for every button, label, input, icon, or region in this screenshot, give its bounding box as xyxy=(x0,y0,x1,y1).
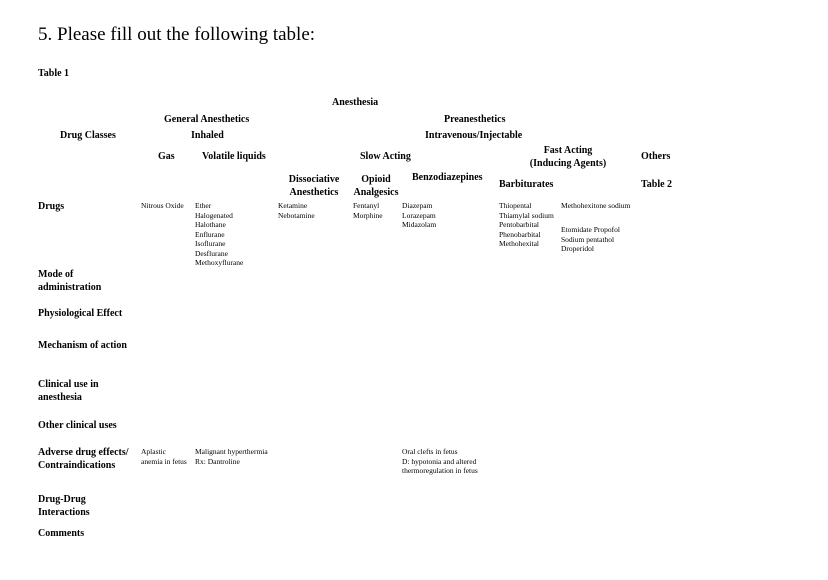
cell-drugs-opioid: Fentanyl Morphine xyxy=(353,201,383,220)
header-dissociative-anesthetics: Dissociative Anesthetics xyxy=(288,174,340,198)
cell-drugs-fast-acting-1: Methohexitone sodium xyxy=(561,201,631,210)
page-heading: 5. Please fill out the following table: xyxy=(38,24,316,45)
header-barbiturates: Barbiturates xyxy=(499,179,554,190)
header-general-anesthetics: General Anesthetics xyxy=(164,114,250,125)
cell-drugs-volatile: Ether Halogenated Halothane Enflurane Isoflurane Desflurane Methoxyflurane xyxy=(195,201,244,267)
row-label-drugs: Drugs xyxy=(38,201,65,212)
table-label: Table 1 xyxy=(38,68,70,79)
row-label-interactions: Drug-Drug Interactions xyxy=(38,494,90,518)
header-intravenous: Intravenous/Injectable xyxy=(425,130,523,141)
cell-adverse-benzodiazepines: Oral clefts in fetus D: hypotonia and altered thermoregulation in fetus xyxy=(402,447,478,475)
row-label-other-uses: Other clinical uses xyxy=(38,420,117,431)
header-drug-classes: Drug Classes xyxy=(60,130,116,141)
header-volatile-liquids: Volatile liquids xyxy=(202,151,266,162)
header-table2: Table 2 xyxy=(641,179,673,190)
row-label-mechanism: Mechanism of action xyxy=(38,340,127,351)
row-label-physiological: Physiological Effect xyxy=(38,308,123,319)
header-gas: Gas xyxy=(158,151,175,162)
cell-drugs-dissociative: Ketamine Nebotamine xyxy=(278,201,315,220)
header-benzodiazepines: Benzodiazepines xyxy=(412,172,483,183)
cell-drugs-gas: Nitrous Oxide xyxy=(141,201,184,210)
cell-drugs-barbiturates: Thiopental Thiamylal sodium Pentobarbital Phenobarbital Methohexital xyxy=(499,201,554,248)
cell-drugs-fast-acting-2: Etomidate Propofol Sodium pentathol Droperidol xyxy=(561,225,620,253)
cell-adverse-gas: Aplastic anemia in fetus xyxy=(141,447,187,466)
row-label-adverse: Adverse drug effects/ Contraindications xyxy=(38,447,129,471)
row-label-mode: Mode of administration xyxy=(38,269,102,293)
header-fast-acting: Fast Acting (Inducing Agents) xyxy=(529,145,607,169)
header-opioid-analgesics: Opioid Analgesics xyxy=(353,174,399,198)
header-others: Others xyxy=(641,151,671,162)
header-inhaled: Inhaled xyxy=(191,130,224,141)
header-slow-acting: Slow Acting xyxy=(360,151,411,162)
header-anesthesia: Anesthesia xyxy=(332,97,379,108)
row-label-comments: Comments xyxy=(38,528,85,539)
cell-adverse-volatile: Malignant hyperthermia Rx: Dantroline xyxy=(195,447,268,466)
header-preanesthetics: Preanesthetics xyxy=(444,114,506,125)
row-label-clinical-anesthesia: Clinical use in anesthesia xyxy=(38,379,99,403)
cell-drugs-benzodiazepines: Diazepam Lorazepam Midazolam xyxy=(402,201,437,229)
